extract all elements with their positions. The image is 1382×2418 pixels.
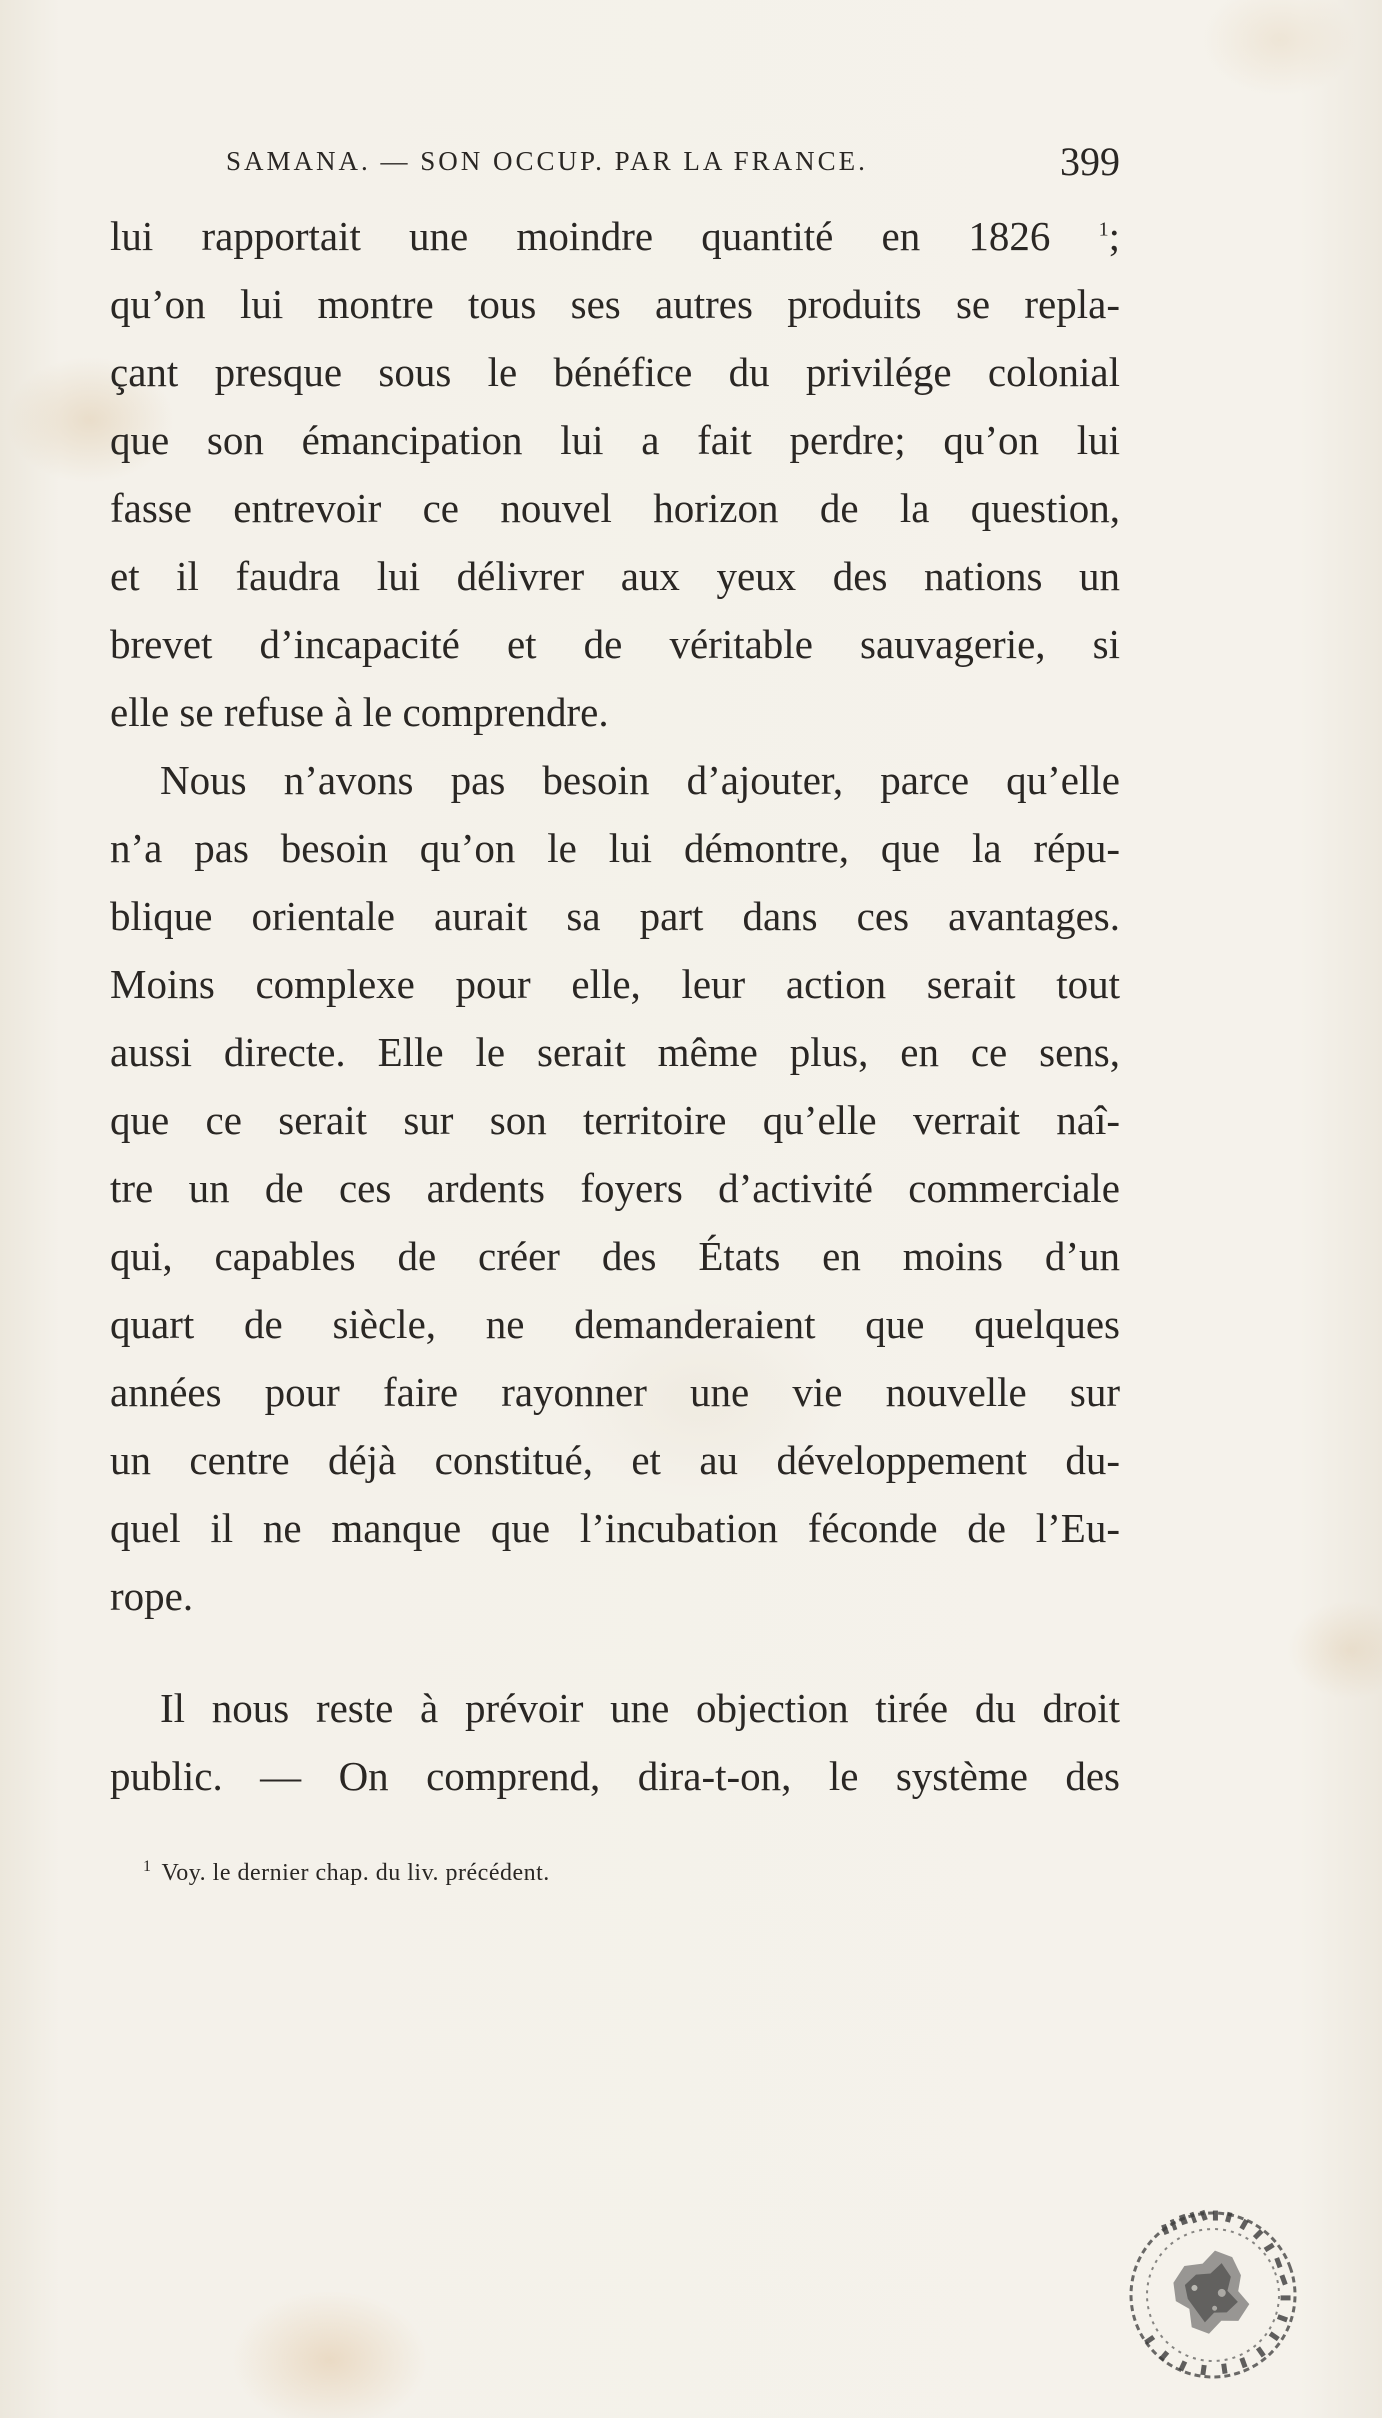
text-line: rope.	[110, 1573, 194, 1619]
text-line: n’a pas besoin qu’on le lui démontre, que la répu-	[110, 825, 1120, 871]
text-line: années pour faire rayonner une vie nouvelle sur	[110, 1369, 1120, 1415]
text-line: fasse entrevoir ce nouvel horizon de la question,	[110, 485, 1120, 531]
text-line: çant presque sous le bénéfice du privilége colonial	[110, 349, 1120, 395]
text-line-content: lui rapportait une moindre quantité en 1826	[110, 213, 1051, 259]
text-line: qui, capables de créer des États en moins d’un	[110, 1233, 1120, 1279]
paragraph	[110, 1674, 1120, 1810]
paragraph	[110, 746, 1120, 1630]
text-line-end: ;	[1108, 213, 1121, 259]
footnote-reference[interactable]: 1	[1098, 218, 1109, 241]
footnote	[143, 1858, 550, 1887]
text-line	[110, 202, 1120, 270]
text-line: que son émancipation lui a fait perdre; qu’on lui	[110, 417, 1120, 463]
text-line: qu’on lui montre tous ses autres produits se repla-	[110, 281, 1120, 327]
running-head	[110, 138, 1120, 188]
text-line: et il faudra lui délivrer aux yeux des nations un	[110, 553, 1120, 599]
library-stamp-icon	[1118, 2200, 1308, 2390]
text-line: un centre déjà constitué, et au développement du-	[110, 1437, 1120, 1483]
text-line: Moins complexe pour elle, leur action serait tout	[110, 961, 1120, 1007]
text-line: que ce serait sur son territoire qu’elle verrait naî-	[110, 1097, 1120, 1143]
text-line: public. — On comprend, dira-t-on, le système des	[110, 1753, 1120, 1799]
text-line: aussi directe. Elle le serait même plus, en ce sens,	[110, 1029, 1120, 1075]
paragraph	[110, 202, 1120, 746]
text-line: brevet d’incapacité et de véritable sauvagerie, si	[110, 621, 1120, 667]
page-number: 399	[1060, 139, 1120, 184]
text-line: quel il ne manque que l’incubation féconde de l’Eu-	[110, 1505, 1120, 1551]
text-line: quart de siècle, ne demanderaient que quelques	[110, 1301, 1120, 1347]
footnote-text: Voy. le dernier chap. du liv. précédent.	[161, 1860, 550, 1886]
text-line: Il nous reste à prévoir une objection tirée du droit	[160, 1685, 1120, 1731]
paragraph-gap	[110, 1630, 1120, 1674]
text-line: tre un de ces ardents foyers d’activité commerciale	[110, 1165, 1120, 1211]
running-title: SAMANA. — SON OCCUP. PAR LA FRANCE.	[226, 146, 868, 176]
text-line: Nous n’avons pas besoin d’ajouter, parce qu’elle	[160, 757, 1120, 803]
text-line: blique orientale aurait sa part dans ces avantages.	[110, 893, 1120, 939]
body-text	[110, 202, 1120, 1810]
footnote-mark: 1	[143, 1858, 152, 1875]
text-line: elle se refuse à le comprendre.	[110, 689, 609, 735]
